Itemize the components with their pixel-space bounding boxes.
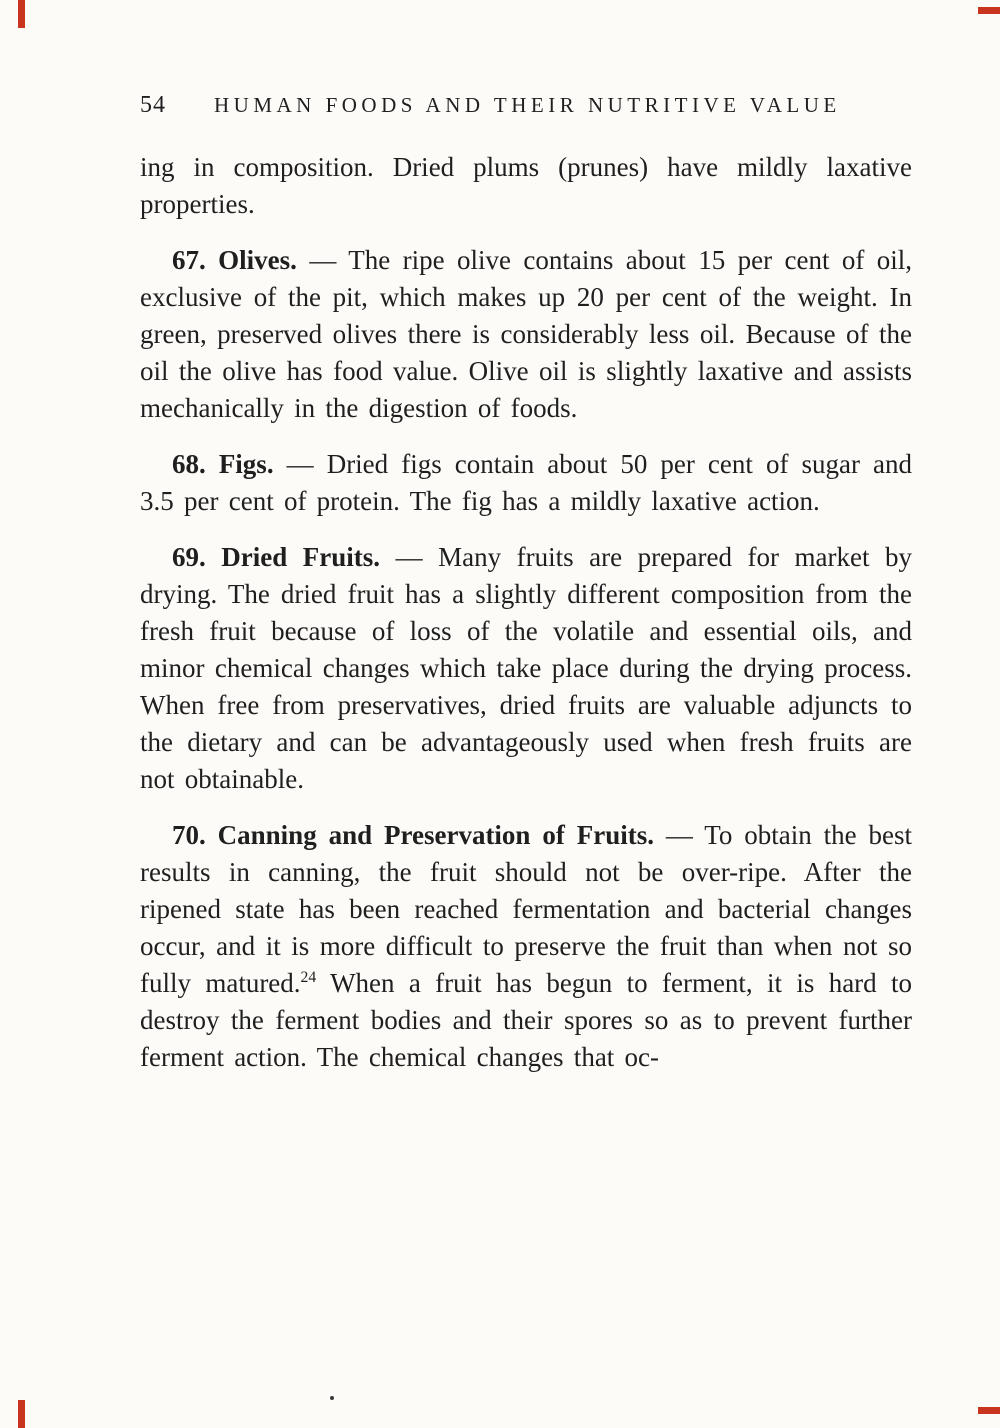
section-heading: Olives. [218,245,297,275]
section-number: 69. [172,542,206,572]
paragraph-continuation [140,149,912,223]
scan-speck [330,1396,334,1400]
text-block [140,92,912,1095]
paragraph-70-canning [140,817,912,1076]
paragraph-68-figs [140,446,912,520]
crop-mark-bottom-left-icon [18,1400,25,1428]
paragraph-69-dried-fruits [140,539,912,798]
section-heading: Figs. [218,449,274,479]
paragraph-text: — The ripe olive contains about 15 per cent of oil, exclusive of the pit, which makes up 20 per cent of the weight. In green, preserved olives there is considerably less oil. Because of the oil the olive has food value. Olive oil is slightly laxative and assists mechanically in the digestion of foods. [140,245,913,423]
section-heading: Canning and Preservation of Fruits. [217,820,654,850]
paragraph-text: ing in composition. Dried plums (prunes) have mildly laxative properties. [140,152,912,219]
paragraph-text: — To obtain the best results in canning, the fruit should not be over-ripe. After the ripened state has been reached fermentation and bacterial changes occur, and it is more difficult to preserve the fruit than when not so fully matured. [140,820,912,998]
section-number: 68. [172,449,206,479]
paragraph-67-olives [140,242,912,427]
page-header [140,92,912,119]
paragraph-text: — Dried figs contain about 50 per cent of sugar and 3.5 per cent of protein. The fig has a mildly laxative action. [140,449,913,516]
paragraph-text: — Many fruits are prepared for market by drying. The dried fruit has a slightly different composition from the fresh fruit because of loss of the volatile and essential oils, and minor chemical changes which take place during the drying process. When free from preservatives, dried fruits are valuable adjuncts to the dietary and can be advantageously used when fresh fruits are not obtainable. [140,542,913,794]
section-heading: Dried Fruits. [221,542,381,572]
crop-mark-top-right-icon [978,7,1000,14]
section-number: 70. [172,820,206,850]
page-number: 54 [140,92,166,118]
crop-mark-top-left-icon [18,0,25,28]
running-title: HUMAN FOODS AND THEIR NUTRITIVE VALUE [214,93,841,117]
crop-mark-bottom-right-icon [978,1407,1000,1414]
footnote-reference: 24 [300,969,317,986]
paragraph-text-continued: When a fruit has begun to ferment, it is hard to destroy the ferment bodies and their spores so as to prevent further ferment action. The chemical changes that oc- [140,968,913,1072]
section-number: 67. [172,245,206,275]
